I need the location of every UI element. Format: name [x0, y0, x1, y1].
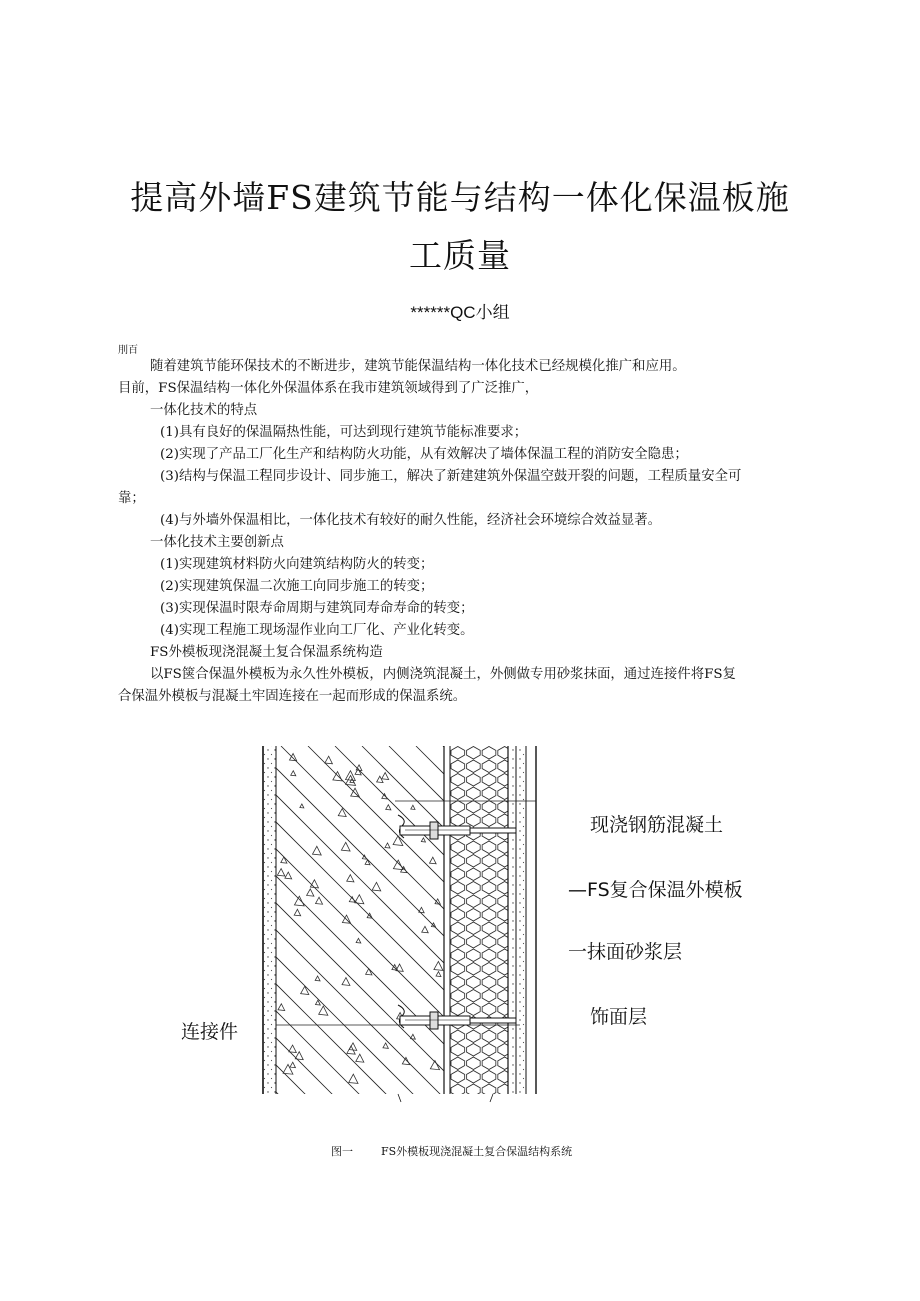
document-title-line-1: 提高外墙FS建筑节能与结构一体化保温板施	[130, 178, 790, 217]
preface-label: 刖百	[118, 345, 138, 356]
concrete-layer	[0, 746, 850, 1126]
feature-item-2: (2)实现了产品工厂化生产和结构防火功能，从有效解决了墙体保温工程的消防安全隐患；	[160, 447, 688, 462]
label-concrete: 现浇钢筋混凝土	[590, 814, 724, 836]
paragraph-system-1: 以FS箧合保温外模板为永久性外模板，内侧浇筑混凝土，外侧做专用砂浆抹面，通过连接件将FS复	[150, 667, 736, 682]
label-mortar: 一抹面砂浆层	[568, 941, 683, 963]
heading-innovations: 一体化技术主要创新点	[150, 535, 284, 550]
label-finish: 饰面层	[590, 1006, 648, 1028]
label-connector: 连接件	[181, 1021, 239, 1043]
paragraph-system-2: 合保温外模板与混凝土牢固连接在一起而形成的保温系统。	[118, 689, 467, 704]
label-formwork: —FS复合保温外模板	[568, 879, 743, 901]
innovation-item-3: (3)实现保温时限寿命周期与建筑同寿命寿命的转变；	[160, 601, 474, 616]
heading-features: 一体化技术的特点	[150, 403, 258, 418]
innovation-item-2: (2)实现建筑保温二次施工向同步施工的转变；	[160, 579, 434, 594]
inner-plaster-layer	[263, 746, 276, 1094]
heading-system: FS外模板现浇混凝土复合保温系统构造	[150, 645, 383, 660]
finish-layer	[518, 746, 526, 1094]
innovation-item-4: (4)实现工程施工现场湿作业向工厂化、产业化转变。	[160, 623, 474, 638]
mortar-layer	[510, 746, 516, 1094]
feature-item-1: (1)具有良好的保温隔热性能，可达到现行建筑节能标准要求；	[160, 425, 528, 440]
figure-caption-text: FS外模板现浇混凝土复合保温结构系统	[381, 1145, 573, 1158]
figure-caption-number: 图一	[331, 1145, 353, 1158]
insulation-honeycomb-layer	[450, 746, 508, 1094]
team-name: ******QC小组	[410, 303, 510, 322]
paragraph-intro-2: 目前，FS保温结构一体化外保温体系在我市建筑领域得到了广泛推广，	[118, 381, 539, 396]
feature-item-4: (4)与外墙外保温相比，一体化技术有较好的耐久性能，经济社会环境综合效益显著。	[160, 513, 662, 528]
feature-item-3: (3)结构与保温工程同步设计、同步施工，解决了新建建筑外保温空鼓开裂的问题，工程质量安全可	[160, 469, 742, 484]
document-title-line-2: 工质量	[409, 236, 511, 275]
paragraph-intro-1: 随着建筑节能环保技术的不断进步，建筑节能保温结构一体化技术已经规模化推广和应用。	[150, 359, 686, 374]
feature-item-3-cont: 靠；	[118, 491, 145, 506]
innovation-item-1: (1)实现建筑材料防火向建筑结构防火的转变；	[160, 557, 434, 572]
